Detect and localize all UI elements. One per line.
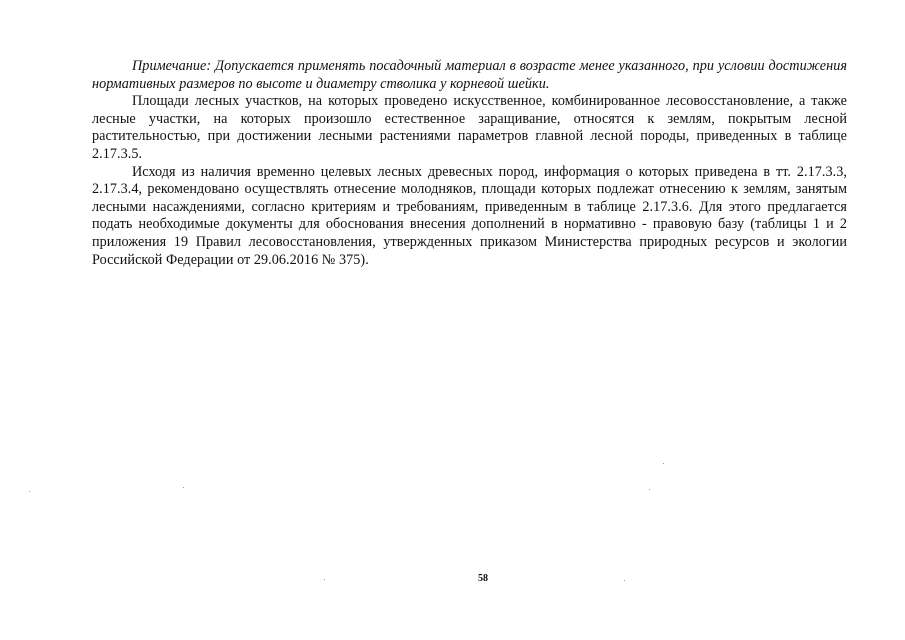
scan-speck xyxy=(649,489,650,490)
scan-speck xyxy=(663,463,664,464)
paragraph-young-stands: Исходя из наличия временно целевых лесных древесных пород, информация о которых приведена в тт. 2.17.3.3, 2.17.3.4, рекомендовано осуществлять отнесение молодняков, площади которых подлежат отнесению к землям, занятым лесными насаждениями, согласно критериям и требованиям, приведенным в таблице 2.17.3.6. Для этого предлагается подать необходимые документы для обоснования внесения дополнений в нормативно - правовую базу (таблицы 1 и 2 приложения 19 Правил лесовосстановления, утвержденных приказом Министерства природных ресурсов и экологии Российской Федерации от 29.06.2016 № 375). xyxy=(92,163,847,268)
note-paragraph: Примечание: Допускается применять посадочный материал в возрасте менее указанного, при условии достижения нормативных размеров по высоте и диаметру стволика у корневой шейки. xyxy=(92,58,847,92)
page-number: 58 xyxy=(478,573,488,584)
scan-speck xyxy=(624,580,625,581)
scan-speck xyxy=(324,579,325,580)
scan-speck xyxy=(29,491,30,492)
body-text xyxy=(92,58,847,269)
scan-speck xyxy=(183,487,184,488)
paragraph-forest-areas: Площади лесных участков, на которых проведено искусственное, комбинированное лесовосстановление, а также лесные участки, на которых произошло естественное заращивание, относятся к землям, покрытым лесной растительностью, при достижении лесными растениями параметров главной лесной породы, приведенных в таблице 2.17.3.5. xyxy=(92,93,847,162)
